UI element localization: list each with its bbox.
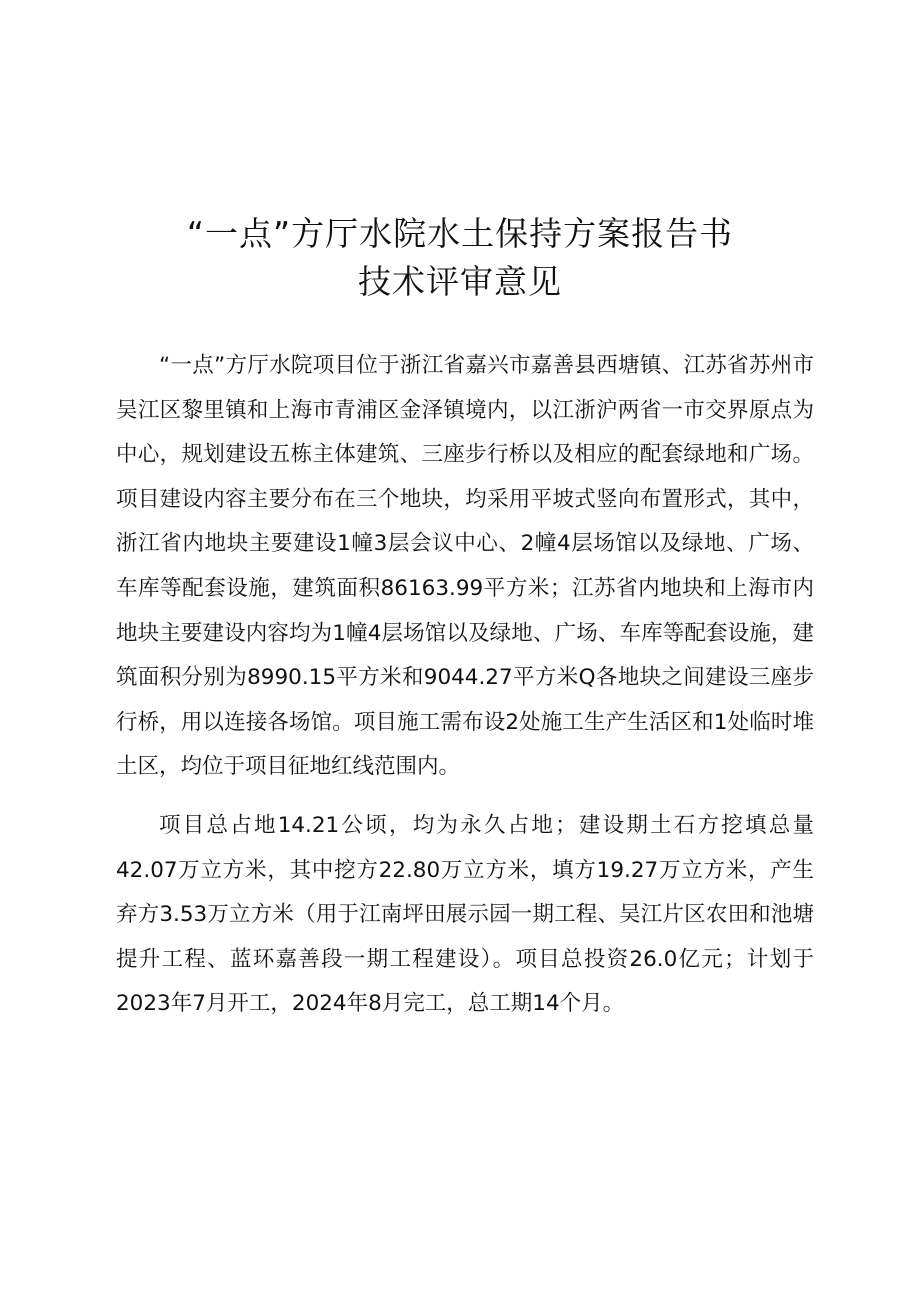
title-line-1: “一点”方厅水院水土保持方案报告书 [186,214,734,253]
document-title [60,210,860,306]
paragraph-land-and-earthwork: 项目总占地14.21公顷，均为永久占地；建设期土石方挖填总量42.07万立方米，其中挖方22.80万立方米，填方19.27万立方米，产生弃方3.53万立方米（用于江南坪田展示园一期工程、吴江片区农田和池塘提升工程、蓝环嘉善段一期工程建设）。项目总投资26.0亿元；计划于2023年7月开工，2024年8月完工，总工期14个月。 [116,812,814,1017]
paragraph-project-overview: “一点”方厅水院项目位于浙江省嘉兴市嘉善县西塘镇、江苏省苏州市吴江区黎里镇和上海市青浦区金泽镇境内，以江浙沪两省一市交界原点为中心，规划建设五栋主体建筑、三座步行桥以及相应的配套绿地和广场。项目建设内容主要分布在三个地块，均采用平坡式竖向布置形式，其中，浙江省内地块主要建设1幢3层会议中心、2幢4层场馆以及绿地、广场、车库等配套设施，建筑面积86163.99平方米；江苏省内地块和上海市内地块主要建设内容均为1幢4层场馆以及绿地、广场、车库等配套设施，建筑面积分别为8990.15平方米和9044.27平方米Q各地块之间建设三座步行桥，用以连接各场馆。项目施工需布设2处施工生产生活区和1处临时堆土区，均位于项目征地红线范围内。 [116,353,814,780]
title-line-2: 技术评审意见 [358,262,562,301]
document-body [116,344,814,1041]
